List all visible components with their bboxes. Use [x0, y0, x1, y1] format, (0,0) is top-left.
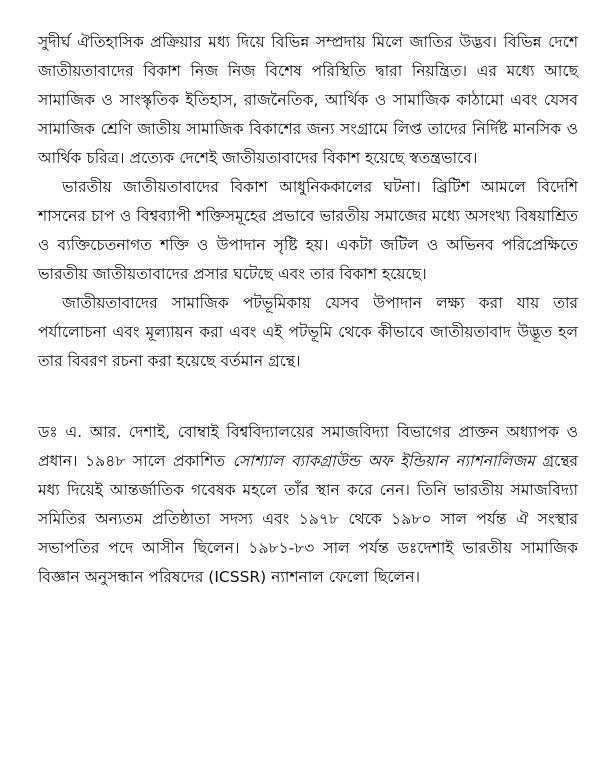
- intro-paragraph-1: সুদীর্ঘ ঐতিহাসিক প্রক্রিয়ার মধ্য দিয়ে বিভিন্ন সম্প্রদায় মিলে জাতির উদ্ভব। বিভিন্ন দেশে জাতীয়তাবাদের বিকাশ নিজ নিজ বিশেষ পরিস্থিতি দ্বারা নিয়ন্ত্রিত। এর মধ্যে আছে সামাজিক ও সাংস্কৃতিক ইতিহাস, রাজনৈতিক, আর্থিক ও সামাজিক কাঠামো এবং যেসব সামাজিক শ্রেণি জাতীয় সামাজিক বিকাশের জন্য সংগ্রামে লিপ্ত তাদের নির্দিষ্ট মানসিক ও আর্থিক চরিত্র। প্রত্যেক দেশেই জাতীয়তাবাদের বিকাশ হয়েছে স্বতন্ত্রভাবে।: [38, 33, 578, 167]
- author-bio-text-2: গ্রন্থের মধ্য দিয়েই আন্তর্জাতিক গবেষক মহলে তাঁর স্থান করে নেন। তিনি ভারতীয় সমাজবিদ্যা সমিতির অন্যতম প্রতিষ্ঠাতা সদস্য এবং ১৯৭৮ থেকে ১৯৮০ সাল পর্যন্ত ঐ সংস্থার সভাপতির পদে আসীন ছিলেন। ১৯৮১-৮৩ সাল পর্যন্ত ডঃদেশাই ভারতীয় সামাজিক বিজ্ঞান অনুসন্ধান পরিষদের (ICSSR) ন্যাশনাল ফেলো ছিলেন।: [38, 452, 578, 586]
- intro-paragraph-3: জাতীয়তাবাদের সামাজিক পটভূমিকায় যেসব উপাদান লক্ষ্য করা যায় তার পর্যালোচনা এবং মূল্যায়ন করা এবং এই পটভূমি থেকে কীভাবে জাতীয়তাবাদ উদ্ভূত হল তার বিবরণ রচনা করা হয়েছে বর্তমান গ্রন্থে।: [38, 294, 578, 370]
- book-title: সোশ্যাল ব্যাকগ্রাউন্ড অফ ইন্ডিয়ান ন্যাশনালিজম: [232, 452, 535, 470]
- author-bio-text-1: ডঃ এ. আর. দেশাই, বোম্বাই বিশ্ববিদ্যালয়ের সমাজবিদ্যা বিভাগের প্রাক্তন অধ্যাপক ও প্রধান। ১৯৪৮ সালে প্রকাশিত: [38, 423, 578, 470]
- author-bio-paragraph: [38, 418, 578, 592]
- book-blurb-page: [38, 28, 578, 592]
- intro-paragraph-2: ভারতীয় জাতীয়তাবাদের বিকাশ আধুনিককালের ঘটনা। ব্রিটিশ আমলে বিদেশি শাসনের চাপ ও বিশ্বব্যাপী শক্তিসমূহের প্রভাবে ভারতীয় সমাজের মধ্যে অসংখ্য বিষয়াশ্রিত ও ব্যক্তিচেতনাগত শক্তি ও উপাদান সৃষ্টি হয়। একটা জটিল ও অভিনব পরিপ্রেক্ষিতে ভারতীয় জাতীয়তাবাদের প্রসার ঘটেছে এবং তার বিকাশ হয়েছে।: [38, 178, 578, 283]
